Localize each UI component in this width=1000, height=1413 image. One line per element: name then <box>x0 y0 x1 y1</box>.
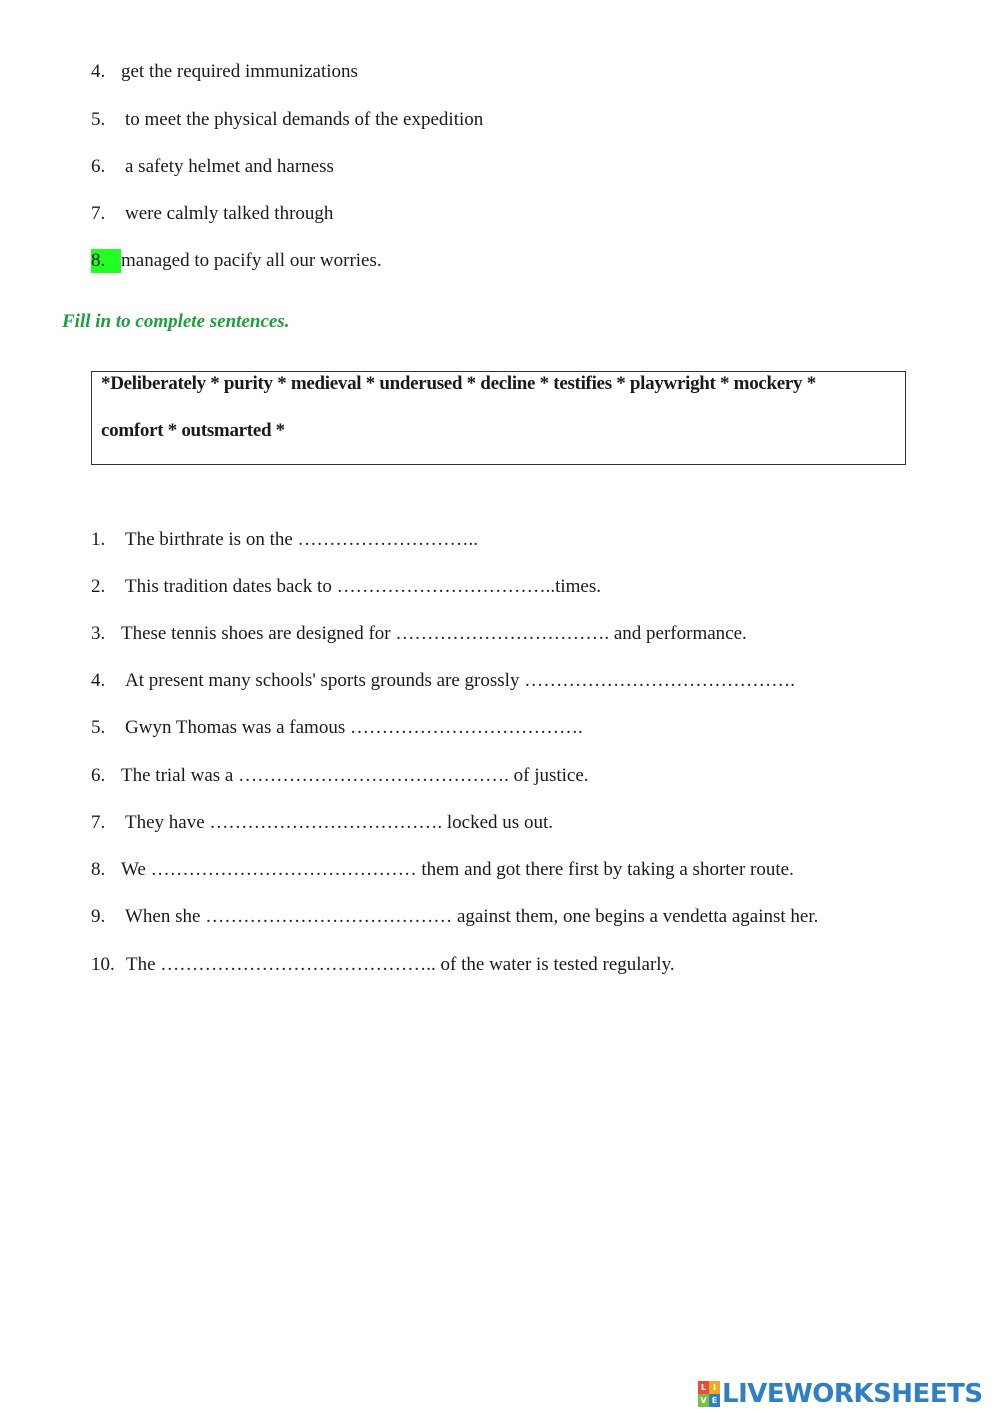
item-number: 9. <box>91 906 106 927</box>
sentence-item <box>91 811 553 835</box>
sentence-item <box>91 953 675 977</box>
sentence-item <box>91 669 795 693</box>
sentence-text[interactable]: They have ………………………………. locked us out. <box>125 812 553 833</box>
logo-icon <box>698 1381 720 1407</box>
logo-icon-letter: L <box>698 1381 709 1394</box>
logo-icon-letter: E <box>709 1394 720 1407</box>
logo-icon-letter: V <box>698 1394 709 1407</box>
answer-item <box>91 249 382 273</box>
word-box <box>91 371 906 465</box>
sentence-text[interactable]: This tradition dates back to ……………………………..times. <box>125 576 602 597</box>
item-text: get the required immunizations <box>121 61 358 82</box>
item-text: to meet the physical demands of the expedition <box>125 109 484 130</box>
sentence-text[interactable]: The birthrate is on the ……………………….. <box>125 529 479 550</box>
item-number: 4. <box>91 670 106 691</box>
answer-item <box>91 155 334 179</box>
item-number: 10. <box>91 954 115 975</box>
sentence-text[interactable]: When she ………………………………… against them, one begins a vendetta against her. <box>125 906 819 927</box>
sentence-item <box>91 764 589 788</box>
item-number: 8. <box>91 859 106 880</box>
item-number-highlighted: 8. <box>91 249 121 273</box>
item-text: a safety helmet and harness <box>125 156 334 177</box>
item-number: 5. <box>91 109 106 130</box>
item-number: 5. <box>91 717 106 738</box>
logo-icon-letter: I <box>709 1381 720 1394</box>
sentence-text[interactable]: We …………………………………… them and got there first by taking a shorter route. <box>121 859 794 880</box>
answer-item <box>91 202 333 226</box>
sentence-text[interactable]: Gwyn Thomas was a famous ………………………………. <box>125 717 583 738</box>
sentence-item <box>91 716 583 740</box>
item-number: 2. <box>91 576 106 597</box>
item-number: 3. <box>91 623 106 644</box>
item-number: 7. <box>91 812 106 833</box>
item-number: 4. <box>91 61 106 82</box>
word-box-line: *Deliberately * purity * medieval * underused * decline * testifies * playwright * mockery * <box>101 373 816 394</box>
answer-item <box>91 60 358 84</box>
sentence-text[interactable]: The …………………………………….. of the water is tested regularly. <box>126 954 675 975</box>
sentence-text[interactable]: These tennis shoes are designed for ……………………………. and performance. <box>121 623 747 644</box>
logo-text: LIVEWORKSHEETS <box>722 1379 983 1409</box>
sentence-text[interactable]: At present many schools' sports grounds are grossly ……………………………………. <box>125 670 795 691</box>
item-number: 6. <box>91 765 106 786</box>
sentence-text[interactable]: The trial was a ……………………………………. of justice. <box>121 765 589 786</box>
item-number: 1. <box>91 529 106 550</box>
sentence-item <box>91 905 818 929</box>
instruction-heading: Fill in to complete sentences. <box>62 311 290 332</box>
sentence-item <box>91 858 794 882</box>
item-text: were calmly talked through <box>125 203 334 224</box>
answer-item <box>91 108 483 132</box>
sentence-item <box>91 622 747 646</box>
item-number: 7. <box>91 203 106 224</box>
item-number: 6. <box>91 156 106 177</box>
liveworksheets-logo <box>698 1378 983 1410</box>
sentence-item <box>91 528 478 552</box>
word-box-line: comfort * outsmarted * <box>101 420 285 441</box>
item-text: managed to pacify all our worries. <box>121 250 382 271</box>
sentence-item <box>91 575 601 599</box>
